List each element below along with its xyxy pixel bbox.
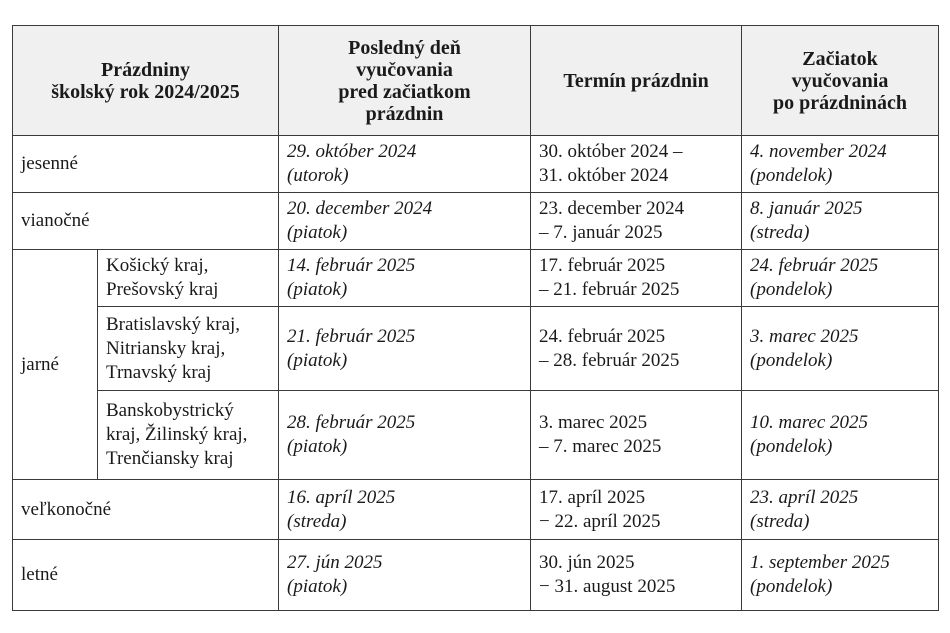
weekday-text: (streda) <box>287 510 347 532</box>
date-text: 23. apríl 2025 <box>750 486 859 508</box>
last-day-cell <box>279 307 531 391</box>
date-text: 30. jún 2025 <box>539 552 635 573</box>
date-text: – 7. január 2025 <box>539 222 663 243</box>
date-text: 8. január 2025 <box>750 198 863 219</box>
region-text: Košický kraj, <box>106 255 209 276</box>
start-cell <box>742 250 939 307</box>
date-text: − 22. apríl 2025 <box>539 510 661 532</box>
start-cell <box>742 480 939 540</box>
weekday-text: (piatok) <box>287 222 348 243</box>
region-text: Bratislavský kraj, <box>106 313 241 335</box>
date-text: 3. marec 2025 <box>539 412 648 433</box>
term-cell <box>531 136 742 193</box>
region-text: Banskobystrický <box>106 400 234 421</box>
last-day-cell <box>279 391 531 480</box>
term-cell <box>531 540 742 611</box>
date-text: − 31. august 2025 <box>539 576 676 597</box>
date-text: 31. október 2024 <box>539 165 669 186</box>
term-cell <box>531 307 742 391</box>
date-text: – 21. február 2025 <box>539 279 680 300</box>
holiday-type: jarné <box>13 250 98 480</box>
table-row <box>13 250 939 307</box>
weekday-text: (utorok) <box>287 165 349 186</box>
date-text: 23. december 2024 <box>539 198 685 219</box>
header-text: Posledný deň <box>348 36 461 59</box>
table-row <box>13 391 939 480</box>
header-text: pred začiatkom <box>338 80 471 103</box>
start-cell <box>742 136 939 193</box>
term-cell <box>531 391 742 480</box>
header-text: Termín prázdnin <box>563 69 709 92</box>
date-text: 3. marec 2025 <box>750 325 859 347</box>
table-row <box>13 307 939 391</box>
last-day-cell <box>279 136 531 193</box>
last-day-cell <box>279 193 531 250</box>
region-cell <box>98 307 279 391</box>
weekday-text: (pondelok) <box>750 349 833 371</box>
header-text: Prázdniny <box>101 58 190 81</box>
date-text: 4. november 2024 <box>750 141 887 162</box>
table-row <box>13 136 939 193</box>
holiday-type: letné <box>13 540 279 611</box>
date-text: 21. február 2025 <box>287 325 416 347</box>
date-text: – 7. marec 2025 <box>539 436 662 457</box>
weekday-text: (piatok) <box>287 279 348 300</box>
date-text: 16. apríl 2025 <box>287 486 396 508</box>
date-text: – 28. február 2025 <box>539 349 680 371</box>
start-cell <box>742 307 939 391</box>
header-text: prázdnin <box>365 102 444 125</box>
date-text: 10. marec 2025 <box>750 412 869 433</box>
region-cell <box>98 250 279 307</box>
table-row <box>13 193 939 250</box>
start-cell <box>742 193 939 250</box>
holiday-type: vianočné <box>13 193 279 250</box>
weekday-text: (piatok) <box>287 576 348 597</box>
region-text: Prešovský kraj <box>106 279 219 300</box>
table-row <box>13 480 939 540</box>
table-row <box>13 540 939 611</box>
region-text: Trnavský kraj <box>106 361 212 383</box>
term-cell <box>531 480 742 540</box>
header-text: Začiatok <box>802 47 878 70</box>
last-day-cell <box>279 540 531 611</box>
header-text: vyučovania <box>791 69 889 92</box>
date-text: 17. február 2025 <box>539 255 666 276</box>
date-text: 14. február 2025 <box>287 255 416 276</box>
region-text: Trenčiansky kraj <box>106 448 234 469</box>
date-text: 27. jún 2025 <box>287 552 383 573</box>
header-text: vyučovania <box>356 58 453 81</box>
last-day-cell <box>279 250 531 307</box>
region-text: kraj, Žilinský kraj, <box>106 424 248 445</box>
weekday-text: (streda) <box>750 222 810 243</box>
start-cell <box>742 391 939 480</box>
date-text: 20. december 2024 <box>287 198 433 219</box>
term-cell <box>531 250 742 307</box>
date-text: 1. september 2025 <box>750 552 890 573</box>
holiday-type: jesenné <box>13 136 279 193</box>
header-term <box>531 26 742 136</box>
region-text: Nitriansky kraj, <box>106 337 226 359</box>
last-day-cell <box>279 480 531 540</box>
weekday-text: (pondelok) <box>750 576 833 597</box>
header-holidays <box>13 26 279 136</box>
date-text: 28. február 2025 <box>287 412 416 433</box>
weekday-text: (piatok) <box>287 436 348 457</box>
header-row <box>13 26 939 136</box>
date-text: 30. október 2024 – <box>539 141 683 162</box>
holiday-schedule-table <box>12 25 939 611</box>
holiday-type: veľkonočné <box>13 480 279 540</box>
weekday-text: (pondelok) <box>750 165 833 186</box>
date-text: 24. február 2025 <box>539 325 666 347</box>
date-text: 24. február 2025 <box>750 255 879 276</box>
weekday-text: (piatok) <box>287 349 348 371</box>
term-cell <box>531 193 742 250</box>
header-last-day <box>279 26 531 136</box>
region-cell <box>98 391 279 480</box>
weekday-text: (pondelok) <box>750 279 833 300</box>
date-text: 17. apríl 2025 <box>539 486 646 508</box>
header-text: po prázdninách <box>773 91 907 114</box>
date-text: 29. október 2024 <box>287 141 417 162</box>
weekday-text: (streda) <box>750 510 810 532</box>
header-text: školský rok 2024/2025 <box>51 80 240 103</box>
weekday-text: (pondelok) <box>750 436 833 457</box>
header-start <box>742 26 939 136</box>
start-cell <box>742 540 939 611</box>
